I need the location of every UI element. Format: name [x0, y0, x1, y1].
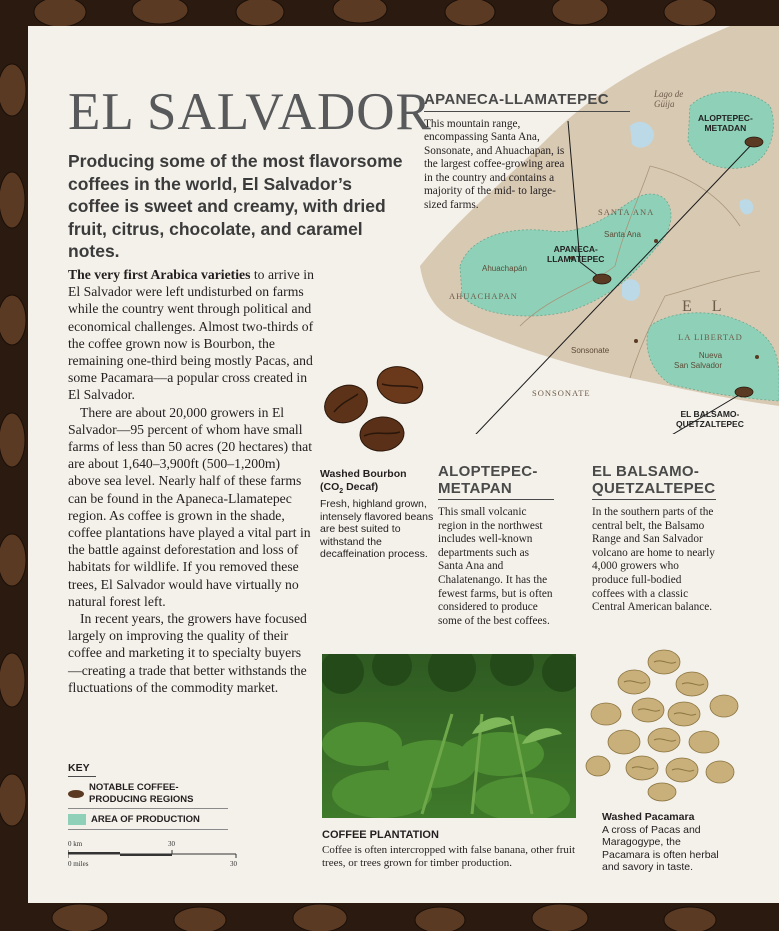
- page-subtitle: Producing some of the most flavorsome coffees in the world, El Salvador’s coffee is sweet and creamy, with dried fruit, citrus, chocolate, and caramel notes.: [68, 151, 403, 261]
- map-callout-balsamo: [676, 409, 744, 429]
- body-paragraph-3: In recent years, the growers have focused largely on improving the quality of their coffee and marketing it to specialty buyers—creating a trade that better withstands the fluctuations of the commodity market.: [68, 611, 307, 695]
- map-town-santa-ana: Santa Ana: [604, 230, 641, 239]
- region-balsamo: [592, 464, 716, 615]
- map-key: [68, 762, 228, 830]
- region-heading: APANECA-LLAMATEPEC: [424, 92, 630, 112]
- body-paragraph-2: There are about 20,000 growers in El Salvador—95 percent of whom have small farms of less than 50 acres (20 hectares) that are about 1,640–3,900ft (500–1,200m) above sea level. Nearly half of these farms can be found in the Apaneca-Llamatepec region. As coffee is grown in the shade, coffee plantations have played a vital part in the battle against deforestation and loss of habitats for wildlife. If you removed these trees, El Salvador would have virtually no natural forest left.: [68, 404, 312, 609]
- caption-title: COFFEE PLANTATION: [322, 829, 439, 841]
- caption-title: Washed Pacamara: [602, 811, 695, 823]
- body-lead: The very first Arabica varieties: [68, 267, 251, 282]
- map-callout-apaneca: [547, 244, 604, 264]
- region-aloptepec: [438, 464, 554, 628]
- body-paragraph-1-rest: to arrive in El Salvador were left undisturbed on farms while the country went through political and economical challenges. Almost two-thirds of the coffee grown now is Bourbon, the remaining one-third being mostly Pacas, and some Pacamara—a popular cross created in El Salvador.: [68, 267, 314, 403]
- scale-bar-graphic: [68, 850, 238, 858]
- region-description: This mountain range, encompassing Santa Ana, Sonsonate, and Ahuachapan, is the largest coffee-growing area in the country and contains a majority of the mid- to large-sized farms.: [424, 117, 565, 212]
- plantation-caption: [322, 829, 594, 871]
- map-lake-label: Lago de Güija: [654, 89, 684, 109]
- bourbon-caption: [320, 468, 440, 561]
- production-area-swatch-icon: [68, 814, 86, 825]
- body-paragraph-1: [68, 266, 314, 404]
- caption-title-text: Washed Bourbon: [320, 468, 407, 480]
- map-dept-santa-ana: SANTA ANA: [598, 207, 655, 217]
- scale-bar: [68, 840, 238, 870]
- region-description: In the southern parts of the central belt, the Balsamo Range and San Salvador volcano are home to nearly 4,000 growers who produce full-bodied coffees with a classic Central American balance.: [592, 506, 715, 614]
- scale-km-labels: [68, 840, 238, 850]
- callout-line: EL BALSAMO-: [680, 409, 740, 419]
- caption-title: [320, 468, 440, 498]
- key-item-notable-regions: [68, 777, 228, 809]
- region-heading: ALOPTEPEC-METAPAN: [438, 464, 554, 500]
- green-beans-image: [584, 644, 744, 802]
- callout-line: LLAMATEPEC: [547, 254, 605, 264]
- caption-title-co: (CO: [320, 480, 340, 493]
- scale-km-thirty: 30: [168, 840, 175, 848]
- key-item-production-area: [68, 809, 228, 830]
- callout-line: QUETZALTEPEC: [676, 419, 744, 429]
- el-salvador-map: [400, 26, 779, 434]
- page: [28, 26, 779, 903]
- roasted-beans-image: [320, 354, 430, 462]
- map-town-sonsonate: Sonsonate: [571, 346, 610, 355]
- caption-title-decaf: Decaf): [343, 480, 379, 493]
- callout-line: APANECA-: [553, 244, 598, 254]
- scale-mile-labels: [68, 860, 238, 870]
- region-heading: EL BALSAMO-QUETZALTEPEC: [592, 464, 716, 500]
- map-dept-la-libertad: LA LIBERTAD: [678, 332, 743, 342]
- body-text: [68, 266, 314, 696]
- map-town-nueva-san-salvador: [674, 351, 722, 370]
- pacamara-caption: [602, 811, 730, 874]
- scale-mile-zero: 0 miles: [68, 860, 89, 868]
- caption-text: Coffee is often intercropped with false banana, other fruit trees, or trees grown for timber production.: [322, 843, 576, 869]
- scale-km-zero: 0 km: [68, 840, 83, 848]
- key-item-label: AREA OF PRODUCTION: [91, 814, 200, 825]
- town-line: San Salvador: [674, 360, 723, 370]
- map-dept-sonsonate: SONSONATE: [532, 388, 591, 398]
- map-country-label: E L: [682, 298, 730, 315]
- key-title: KEY: [68, 762, 96, 777]
- key-item-label: NOTABLE COFFEE-PRODUCING REGIONS: [89, 782, 194, 805]
- caption-text: A cross of Pacas and Maragogype, the Pacamara is often herbal and savory in taste.: [602, 823, 719, 873]
- coffee-bean-icon: [68, 790, 84, 798]
- caption-text: Fresh, highland grown, intensely flavored beans are best suited to withstand the decaffeination process.: [320, 498, 434, 561]
- map-town-ahuachapan: Ahuachapán: [482, 264, 527, 273]
- coffee-plantation-photo: [322, 654, 576, 818]
- caption-title-sub: 2: [339, 487, 344, 495]
- callout-line: ALOPTEPEC-: [698, 113, 753, 123]
- region-description: This small volcanic region in the northwest includes well-known departments such as Santa Ana and Chalatenango. It has the fewest farms, but is often considered to produce some of the best coffees.: [438, 506, 553, 627]
- town-line: Nueva: [698, 351, 723, 360]
- map-callout-aloptepec: [698, 113, 753, 133]
- region-apaneca: [424, 92, 630, 213]
- callout-line: METADAN: [704, 123, 747, 133]
- page-title: EL SALVADOR: [68, 83, 432, 141]
- scale-mile-thirty: 30: [230, 860, 237, 868]
- map-dept-ahuachapan: AHUACHAPAN: [449, 291, 518, 301]
